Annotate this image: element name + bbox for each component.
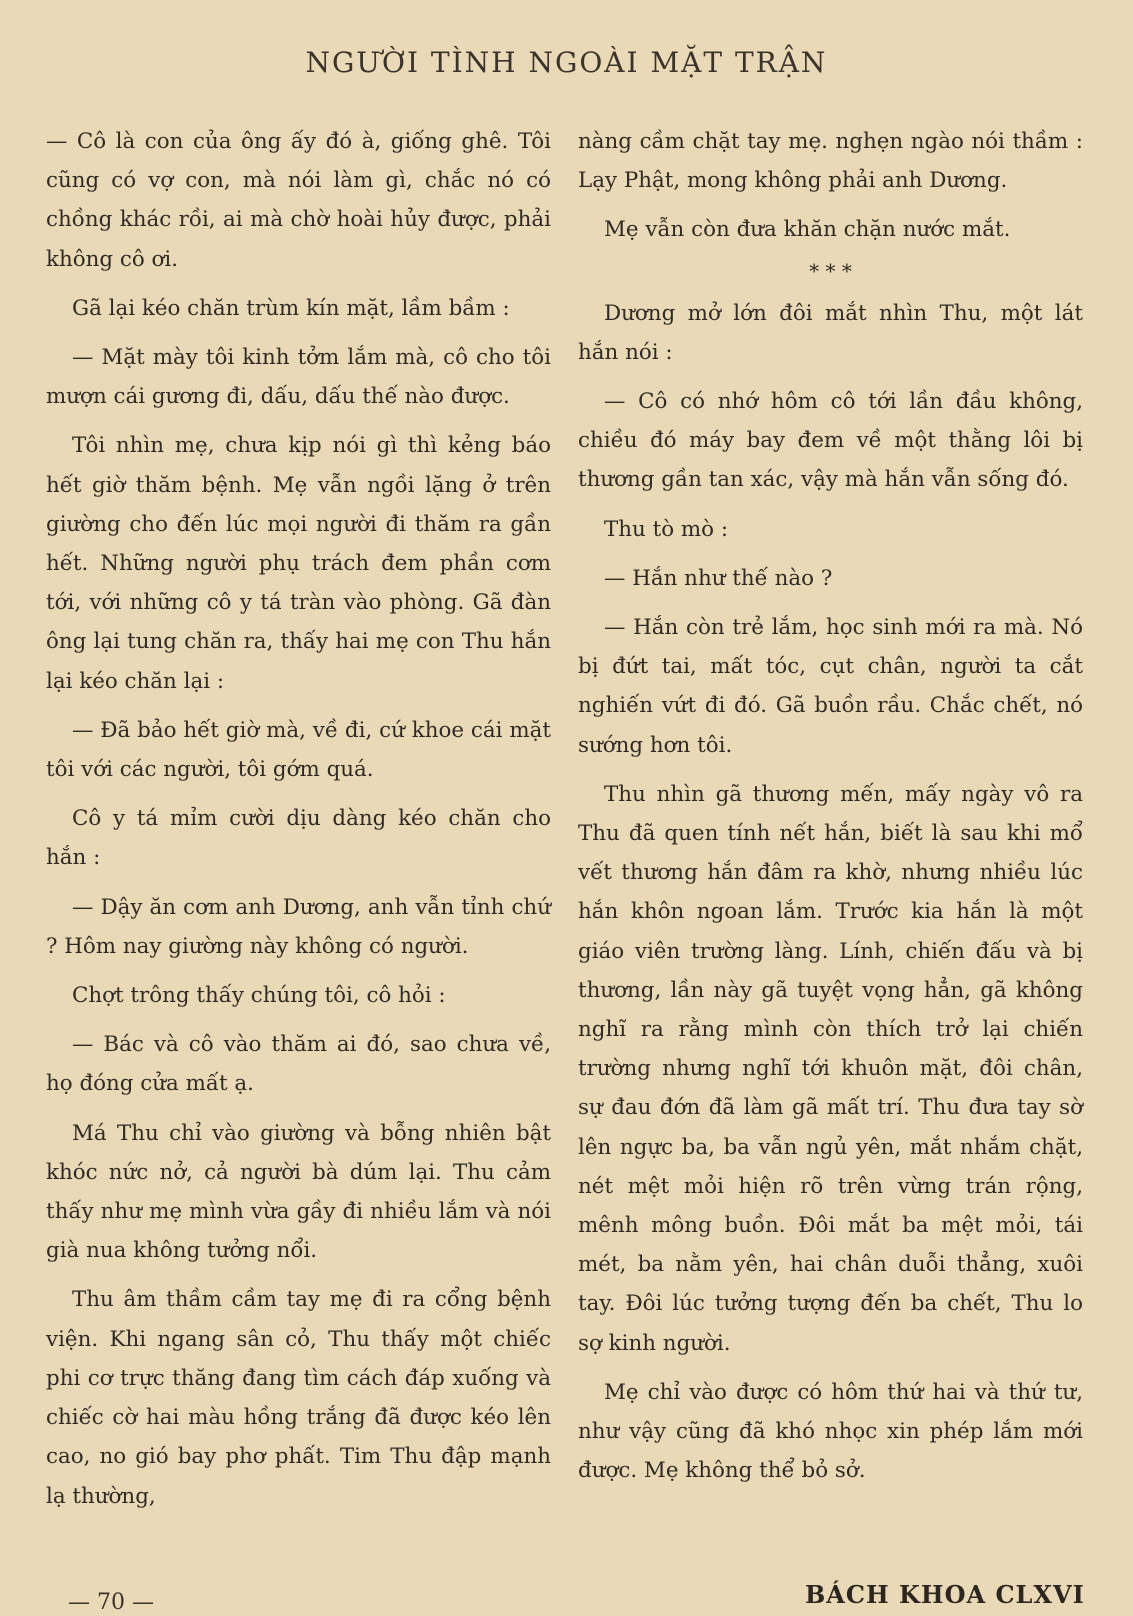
paragraph: nàng cầm chặt tay mẹ. nghẹn ngào nói thầm : Lạy Phật, mong không phải anh Dương.	[578, 129, 1083, 194]
paragraph: — Bác và cô vào thăm ai đó, sao chưa về, họ đóng cửa mất ạ.	[46, 1032, 551, 1097]
paragraph: — Mặt mày tôi kinh tởm lắm mà, cô cho tôi mượn cái gương đi, dấu, dấu thế nào được.	[46, 345, 551, 410]
paragraph: Thu âm thầm cầm tay mẹ đi ra cổng bệnh viện. Khi ngang sân cỏ, Thu thấy một chiếc phi cơ trực thăng đang tìm cách đáp xuống và chiếc cờ hai màu hồng trắng đã được kéo lên cao, no gió bay phơ phất. Tim Thu đập mạnh lạ thường,	[46, 1287, 551, 1509]
paragraph: Chợt trông thấy chúng tôi, cô hỏi :	[72, 983, 446, 1009]
paragraph: Thu tò mò :	[604, 516, 729, 542]
paragraph: Gã lại kéo chăn trùm kín mặt, lầm bầm :	[72, 295, 510, 321]
section-separator: * * *	[809, 258, 852, 283]
paragraph: Mẹ vẫn còn đưa khăn chặn nước mắt.	[604, 217, 1011, 243]
paragraph: Dương mở lớn đôi mắt nhìn Thu, một lát hắn nói :	[578, 300, 1083, 365]
paragraph: Thu nhìn gã thương mến, mấy ngày vô ra Thu đã quen tính nết hắn, biết là sau khi mổ vết thương hắn đâm ra khờ, nhưng nhiều lúc hắn khôn ngoan lắm. Trước kia hắn là một giáo viên trường làng. Lính, chiến đấu và bị thương, lần này gã tuyệt vọng hẳn, gã không nghĩ ra rằng mình còn thích trở lại chiến trường nhưng nghĩ tới khuôn mặt, đôi chân, sự đau đớn đã làm gã mất trí. Thu đưa tay sờ lên ngực ba, ba vẫn ngủ yên, mắt nhắm chặt, nét mệt mỏi hiện rõ trên vừng trán rộng, mênh mông buồn. Đôi mắt ba mệt mỏi, tái mét, ba nằm yên, hai chân duỗi thẳng, xuôi tay. Đôi lúc tưởng tượng đến ba chết, Thu lo sợ kinh người.	[578, 781, 1083, 1356]
paragraph: Tôi nhìn mẹ, chưa kịp nói gì thì kẻng báo hết giờ thăm bệnh. Mẹ vẫn ngồi lặng ở trên giường cho đến lúc mọi người đi thăm ra gần hết. Những người phụ trách đem phần cơm tới, với những cô y tá tràn vào phòng. Gã đàn ông lại tung chăn ra, thấy hai mẹ con Thu hắn lại kéo chăn lại :	[46, 433, 551, 694]
right-column	[578, 122, 1083, 1501]
paragraph: Má Thu chỉ vào giường và bỗng nhiên bật khóc nức nở, cả người bà dúm lại. Thu cảm thấy như mẹ mình vừa gầy đi nhiều lắm và nói già nua không tưởng nổi.	[46, 1120, 551, 1264]
paragraph: — Hắn như thế nào ?	[604, 565, 833, 591]
paragraph: — Đã bảo hết giờ mà, về đi, cứ khoe cái mặt tôi với các người, tôi gớm quá.	[46, 717, 551, 783]
page-number: — 70 —	[68, 1590, 154, 1615]
left-column	[46, 122, 551, 1526]
paragraph: Cô y tá mỉm cười dịu dàng kéo chăn cho hắn :	[46, 806, 551, 871]
running-title: NGƯỜI TÌNH NGOÀI MẶT TRẬN	[305, 46, 828, 79]
paragraph: Mẹ chỉ vào được có hôm thứ hai và thứ tư, như vậy cũng đã khó nhọc xin phép lắm mới được. Mẹ không thể bỏ sở.	[578, 1379, 1083, 1484]
paragraph: — Hắn còn trẻ lắm, học sinh mới ra mà. Nó bị đứt tai, mất tóc, cụt chân, người ta cắt nghiến vứt đi đó. Gã buồn rầu. Chắc chết, nó sướng hơn tôi.	[578, 615, 1083, 758]
paragraph: — Cô là con của ông ấy đó à, giống ghê. Tôi cũng có vợ con, mà nói làm gì, chắc nó có chồng khác rồi, ai mà chờ hoài hủy được, phải không cô ơi.	[46, 129, 551, 272]
paragraph: — Dậy ăn cơm anh Dương, anh vẫn tỉnh chứ ? Hôm nay giường này không có người.	[46, 894, 551, 959]
paragraph: — Cô có nhớ hôm cô tới lần đầu không, chiều đó máy bay đem về một thằng lôi bị thương gần tan xác, vậy mà hắn vẫn sống đó.	[578, 389, 1083, 493]
journal-name: BÁCH KHOA CLXVI	[805, 1580, 1085, 1609]
